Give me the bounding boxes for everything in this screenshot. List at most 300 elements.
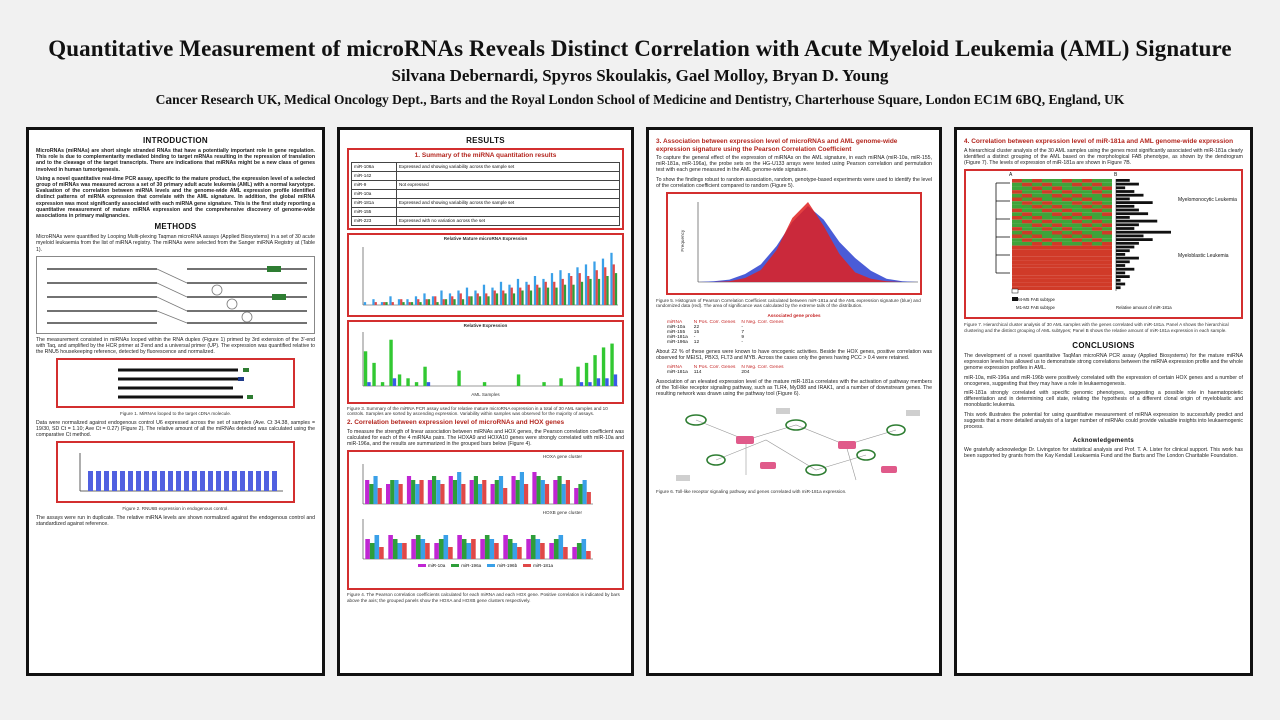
heatmap-cell [1012, 183, 1022, 187]
heatmap-cell [1032, 187, 1042, 191]
stat-cell: miR-181a [667, 335, 688, 341]
section-3-text-2: To show the findings robust to random association, random, genotype-based experiments were used to identify the level of the correlation coefficient compared to random (Figure 5). [656, 176, 932, 189]
bar [554, 539, 559, 559]
mir181a-bar [1116, 246, 1134, 249]
heatmap-cell [1022, 275, 1032, 279]
bar [537, 476, 541, 504]
bar [370, 543, 375, 559]
bar [513, 543, 518, 559]
bar [449, 293, 451, 305]
summary-table [351, 162, 620, 226]
bar [434, 543, 439, 559]
methods-text-2: The measurement consisted in miRNAs looped within the RNA duplex (Figure 1) primed by 3rd extension of the 3'-end with Taq, and amplified by the HCR primer at 3'end and a universal primer (UP). The expression was quantified relative to the RNU5 housekeeping reference, detected by fluorescence and normalized. [36, 336, 315, 356]
bar [596, 270, 598, 305]
heatmap-cell [1042, 275, 1052, 279]
mir181a-bar [1116, 268, 1134, 271]
bar [381, 302, 383, 305]
control-bar [160, 471, 165, 491]
heatmap-cell [1042, 253, 1052, 257]
heatmap-cell [1012, 283, 1022, 287]
section-4-text: A hierarchical cluster analysis of the 30 AML samples using the genes most significantly associated with miR-181a clearly identified a distinct grouping of the AML based on the morphological FAB phenotype, as shown by the dendrogram (Figure 7). The levels of expression of miR-181a are shown in Figure 7B. [964, 147, 1243, 166]
heatmap-cell [1082, 224, 1092, 228]
heatmap-cell [1032, 209, 1042, 213]
mir181a-bar [1116, 198, 1130, 201]
bar [587, 492, 591, 504]
bar [545, 282, 547, 305]
bar [538, 288, 540, 305]
bar [562, 484, 566, 504]
bar [457, 370, 460, 385]
control-bar [224, 471, 229, 491]
heatmap-cell [1032, 275, 1042, 279]
heatmap-cell [1062, 179, 1072, 183]
bar [369, 484, 373, 504]
bar [532, 472, 536, 504]
figure-7-chart [966, 171, 1247, 317]
bar [365, 480, 369, 504]
heatmap-cell [1092, 205, 1102, 209]
bar [513, 293, 515, 305]
bar [559, 535, 564, 559]
bar [483, 285, 485, 305]
stat-cell: 15 [693, 330, 700, 336]
heatmap-cell [1092, 257, 1102, 261]
heatmap-cell [1032, 279, 1042, 283]
bar [364, 351, 367, 386]
bar [528, 285, 530, 305]
bar [364, 302, 366, 305]
stat-cell: 9 [741, 335, 745, 341]
stat-cell: miR-196a [667, 340, 688, 346]
bar [426, 299, 428, 305]
heatmap-cell [1062, 279, 1072, 283]
bar [531, 535, 536, 559]
heatmap-cell [1072, 242, 1082, 246]
figure-3b-title: Relative Mature microRNA Expression [443, 235, 528, 241]
heatmap-cell [1102, 194, 1112, 198]
heatmap-cell [1032, 253, 1042, 257]
bar [542, 382, 545, 386]
heatmap-cell [1032, 198, 1042, 202]
heatmap-cell [1012, 227, 1022, 231]
heatmap-cell [1012, 194, 1022, 198]
heatmap-cell [1072, 272, 1082, 276]
heatmap-cell [1022, 261, 1032, 265]
heatmap-cell [1102, 227, 1112, 231]
figure-2-caption: Figure 2. RNU6B expression in endogenous control. [122, 506, 229, 512]
heatmap-cell [1092, 201, 1102, 205]
heatmap-cell [1062, 272, 1072, 276]
figure-1-svg [58, 360, 298, 406]
figure-4-box [347, 450, 624, 590]
summary-desc [397, 207, 620, 216]
heatmap-cell [1072, 198, 1082, 202]
bar [580, 382, 583, 386]
heatmap-cell [1052, 279, 1062, 283]
bar [398, 374, 401, 386]
bar [593, 355, 596, 386]
section-2-heading: 2. Correlation between expression level of microRNAs and HOX genes [347, 419, 565, 427]
bar [517, 547, 522, 559]
bar [598, 279, 600, 305]
summary-desc: Expressed and showing variability across the sample set [397, 198, 620, 207]
summary-row [352, 162, 620, 171]
stat-cell: - [741, 325, 743, 331]
bar [425, 543, 430, 559]
heatmap-cell [1072, 261, 1082, 265]
heatmap-cell [1092, 235, 1102, 239]
heatmap-cell [1042, 246, 1052, 250]
heatmap-cell [1052, 231, 1062, 235]
bar [375, 302, 377, 305]
heatmap-cell [1082, 220, 1092, 224]
heatmap-cell [1062, 242, 1072, 246]
heatmap-cell [1032, 261, 1042, 265]
heatmap-cell [1012, 268, 1022, 272]
myelomonocytic-label: Myelomonocytic Leukemia [1178, 197, 1237, 204]
heatmap-cell [1012, 253, 1022, 257]
heatmap-cell [1052, 190, 1062, 194]
control-bar [184, 471, 189, 491]
heatmap-cell [1102, 209, 1112, 213]
bar [407, 476, 411, 504]
figure-4-caption: Figure 4. The Pearson correlation coefficients calculated for each miRNA and each HOX gene. Positive correlation is indicated by bars above the axis; the grouped panels show the HOXA and HOXB gene clusters respectively. [347, 592, 620, 603]
heatmap-cell [1092, 220, 1102, 224]
heatmap-cell [1012, 279, 1022, 283]
heatmap-cell [1022, 253, 1032, 257]
heatmap-cell [1012, 220, 1022, 224]
heatmap-cell [1032, 257, 1042, 261]
heatmap-cell [1102, 264, 1112, 268]
bar [375, 535, 380, 559]
bar [457, 535, 462, 559]
bar [604, 267, 606, 305]
heatmap-cell [1032, 283, 1042, 287]
heatmap-cell [1022, 283, 1032, 287]
control-bar [96, 471, 101, 491]
primer-diagram-svg [37, 257, 320, 333]
heatmap-cell [1042, 205, 1052, 209]
heatmap-cell [1032, 205, 1042, 209]
bar [483, 382, 486, 386]
bar [534, 276, 536, 305]
heatmap-cell [1072, 249, 1082, 253]
bar [415, 484, 419, 504]
bar [525, 282, 527, 305]
bar [508, 539, 513, 559]
heatmap-cell [1062, 235, 1072, 239]
control-bar [256, 471, 261, 491]
heatmap-cell [1012, 216, 1022, 220]
hoxa-chart [349, 460, 624, 508]
bar [428, 480, 432, 504]
bar [453, 480, 457, 504]
heatmap-cell [1052, 264, 1062, 268]
intro-text: MicroRNAs (miRNAs) are short single stranded RNAs that have a potentially important role in gene regulation. This role is due to complementarity mediated binding to target mRNAs resulting in the repression of translation and to the cleavage of the target transcripts. There are indications that miRNAs might be a new class of genes involved in human tumorigenesis. [36, 148, 315, 173]
bar [540, 543, 545, 559]
bar [428, 299, 430, 305]
heatmap-cell [1052, 249, 1062, 253]
bar [593, 261, 595, 305]
legend-m4m5: M4-M5 FAB subtype [1016, 297, 1055, 303]
bar [564, 285, 566, 305]
heatmap-cell [1052, 187, 1062, 191]
heatmap-cell [1042, 201, 1052, 205]
mir181a-bar [1116, 283, 1125, 286]
heatmap-cell [1042, 235, 1052, 239]
heatmap-cell [1062, 268, 1072, 272]
heatmap-cell [1012, 187, 1022, 191]
mir181a-bar [1116, 216, 1130, 219]
bar [549, 543, 554, 559]
heatmap-cell [1012, 179, 1022, 183]
bar [557, 476, 561, 504]
bar [423, 293, 425, 305]
bar [443, 299, 445, 305]
bar [574, 488, 578, 504]
column-correlation-conclusions [954, 127, 1253, 676]
heatmap-cell [1052, 227, 1062, 231]
heatmap-cell [1022, 268, 1032, 272]
summary-heading: 1. Summary of the miRNA quantitation results [414, 152, 557, 159]
heatmap-cell [1092, 198, 1102, 202]
bar [471, 539, 476, 559]
control-bar [176, 471, 181, 491]
bar [520, 472, 524, 504]
heatmap-cell [1062, 261, 1072, 265]
heatmap-cell [1102, 183, 1112, 187]
bar [597, 378, 600, 386]
bar [583, 480, 587, 504]
heatmap-cell [1082, 198, 1092, 202]
heatmap-cell [1092, 283, 1102, 287]
heatmap-cell [1092, 272, 1102, 276]
heatmap-cell [1022, 224, 1032, 228]
heatmap-cell [1072, 212, 1082, 216]
heatmap-cell [1022, 198, 1032, 202]
stat-cell: miR-155 [667, 330, 686, 336]
heatmap-cell [1102, 242, 1112, 246]
heatmap-cell [1022, 212, 1032, 216]
control-bar [128, 471, 133, 491]
summary-mirna: miR-223 [352, 216, 397, 225]
heatmap-cell [1022, 201, 1032, 205]
heatmap-cell [1042, 257, 1052, 261]
summary-row [352, 171, 620, 180]
heatmap-cell [1032, 224, 1042, 228]
bar [457, 290, 459, 305]
bar [386, 484, 390, 504]
heatmap-cell [1062, 183, 1072, 187]
heatmap-cell [1092, 261, 1102, 265]
bar [547, 288, 549, 305]
figure-3b-chart [349, 241, 624, 313]
mir181a-bar [1116, 238, 1153, 241]
heatmap-cell [1052, 194, 1062, 198]
associated-genes-heading: Associated gene probes [767, 312, 821, 318]
bar [421, 539, 426, 559]
heatmap-cell [1042, 183, 1052, 187]
heatmap-cell [1022, 205, 1032, 209]
heatmap-cell [1062, 190, 1072, 194]
heatmap-cell [1022, 272, 1032, 276]
bar [517, 279, 519, 305]
control-bar [136, 471, 141, 491]
heatmap-cell [1072, 227, 1082, 231]
heatmap-cell [1032, 227, 1042, 231]
bar [576, 267, 578, 305]
heatmap-cell [1072, 179, 1082, 183]
bar [432, 476, 436, 504]
heatmap-cell [1082, 268, 1092, 272]
heatmap-cell [1062, 286, 1072, 290]
heatmap-cell [1042, 231, 1052, 235]
heatmap-cell [1052, 246, 1062, 250]
heatmap-cell [1092, 264, 1102, 268]
associated-genes-table [664, 320, 787, 345]
heatmap-cell [1102, 279, 1112, 283]
heatmap-cell [1102, 246, 1112, 250]
stat-cell: 22 [693, 325, 700, 331]
bar [367, 382, 370, 386]
bar [480, 539, 485, 559]
bar [389, 296, 391, 305]
heatmap-cell [1092, 190, 1102, 194]
heatmap-cell [1092, 242, 1102, 246]
heatmap-cell [1012, 272, 1022, 276]
heatmap-cell [1082, 227, 1092, 231]
summary-desc: Expressed and showing variability across the sample set [397, 162, 620, 171]
bar [457, 472, 461, 504]
bar [530, 290, 532, 305]
bar [585, 264, 587, 305]
bar [491, 484, 495, 504]
figure-1-box [56, 358, 295, 408]
heatmap-cell [1012, 231, 1022, 235]
bar [440, 290, 442, 305]
bar [511, 288, 513, 305]
heatmap-cell [1032, 220, 1042, 224]
hoxa-label: HOXA gene cluster [542, 454, 582, 460]
heatmap-cell [1082, 257, 1092, 261]
heatmap-cell [1042, 194, 1052, 198]
heatmap-cell [1092, 246, 1102, 250]
methods-text-3: Data were normalized against endogenous control U6 expressed across the set of samples (Ave. Ct 34.38, samples = 19/30, SD Ct = 1.10; Ave Ct = 0.27) (Figure 2). The relative amount of all the miRNAs detected was calculated using the comparative Ct method. [36, 419, 315, 439]
bar [572, 547, 577, 559]
heatmap-cell [1042, 220, 1052, 224]
stat-header-cell: miRNA [667, 320, 683, 326]
poster-affiliation: Cancer Research UK, Medical Oncology Dept., Barts and the Royal London School of Medicine and Dentistry, Charterhouse Square, London EC1M 6BQ, England, UK [155, 92, 1125, 107]
heatmap-cell [1082, 194, 1092, 198]
heatmap-cell [1022, 227, 1032, 231]
conclusions-heading: CONCLUSIONS [1072, 340, 1135, 350]
heatmap-cell [1072, 286, 1082, 290]
bar [494, 543, 499, 559]
bar [474, 290, 476, 305]
methods-heading: METHODS [154, 222, 197, 232]
bar [494, 290, 496, 305]
figure-7-xlabel: Relative amount of miR-181a [1116, 305, 1172, 311]
bar [445, 299, 447, 305]
heatmap-cell [1092, 286, 1102, 290]
section-4-heading: 4. Correlation between expression level of miR-181a and AML genome-wide expression [964, 138, 1234, 145]
bar [519, 288, 521, 305]
heatmap-cell [1062, 224, 1072, 228]
heatmap-cell [1072, 257, 1082, 261]
heatmap-cell [1012, 212, 1022, 216]
heatmap-cell [1102, 249, 1112, 253]
bar [605, 378, 608, 386]
mir181a-bar [1116, 253, 1125, 256]
control-bar [272, 471, 277, 491]
heatmap-cell [1022, 209, 1032, 213]
heatmap-cell [1042, 242, 1052, 246]
heatmap-cell [1082, 235, 1092, 239]
section-3-heading: 3. Association between expression level of microRNAs and AML genome-wide expression signature using the Pearson Correlation Coefficient [656, 138, 898, 153]
mir181a-bar [1116, 249, 1130, 252]
bar [393, 378, 396, 386]
heatmap-cell [1052, 209, 1062, 213]
heatmap-cell [1072, 235, 1082, 239]
heatmap-cell [1102, 201, 1112, 205]
bar [372, 299, 374, 305]
heatmap-cell [1012, 209, 1022, 213]
heatmap-cell [1022, 238, 1032, 242]
heatmap-cell [1052, 275, 1062, 279]
bar [372, 363, 375, 386]
bar [411, 480, 415, 504]
bar [578, 484, 582, 504]
heatmap-cell [1092, 224, 1102, 228]
bar [470, 480, 474, 504]
mir181a-genes-table [664, 365, 787, 375]
bar [570, 276, 572, 305]
bar [419, 302, 421, 305]
bar [485, 293, 487, 305]
heatmap-cell [1062, 220, 1072, 224]
heatmap-cell [1062, 283, 1072, 287]
conclusion-4: This work illustrates the potential for using quantitative measurement of miRNA expression to successfully predict and suggests that a more detailed analysis of a larger number of miRNAs could provide valuable insights into leukaemogenic process. [964, 411, 1243, 430]
heatmap-cell [1052, 272, 1062, 276]
heatmap-cell [1082, 238, 1092, 242]
heatmap-cell [1072, 231, 1082, 235]
figure-5-caption: Figure 5. Histogram of Pearson Correlation Coefficient calculated between miR-181a and the AML expression signature (blue) and randomized data (red). The area of significance was calculated by the extreme tails of the distribution. [656, 298, 921, 309]
bar [500, 282, 502, 305]
stat-header-cell: N Pos. Corr. Genes [693, 320, 736, 326]
bar [381, 382, 384, 386]
heatmap-cell [1052, 261, 1062, 265]
heatmap-cell [1082, 246, 1092, 250]
bar [504, 293, 506, 305]
bar [511, 476, 515, 504]
heatmap-cell [1022, 257, 1032, 261]
column-association [646, 127, 942, 676]
heatmap-cell [1082, 201, 1092, 205]
column-results [337, 127, 634, 676]
bar [587, 276, 589, 305]
heatmap-cell [1052, 224, 1062, 228]
bar [542, 279, 544, 305]
heatmap-cell [1102, 220, 1112, 224]
heatmap-cell [1022, 264, 1032, 268]
stat2-header-cell: N Neg. Corr. Genes [741, 364, 784, 370]
mir181a-bar [1116, 272, 1125, 275]
heatmap-cell [1062, 216, 1072, 220]
bar [402, 543, 407, 559]
column-introduction-methods [26, 127, 325, 676]
heatmap-cell [1072, 253, 1082, 257]
heatmap-cell [1092, 253, 1102, 257]
